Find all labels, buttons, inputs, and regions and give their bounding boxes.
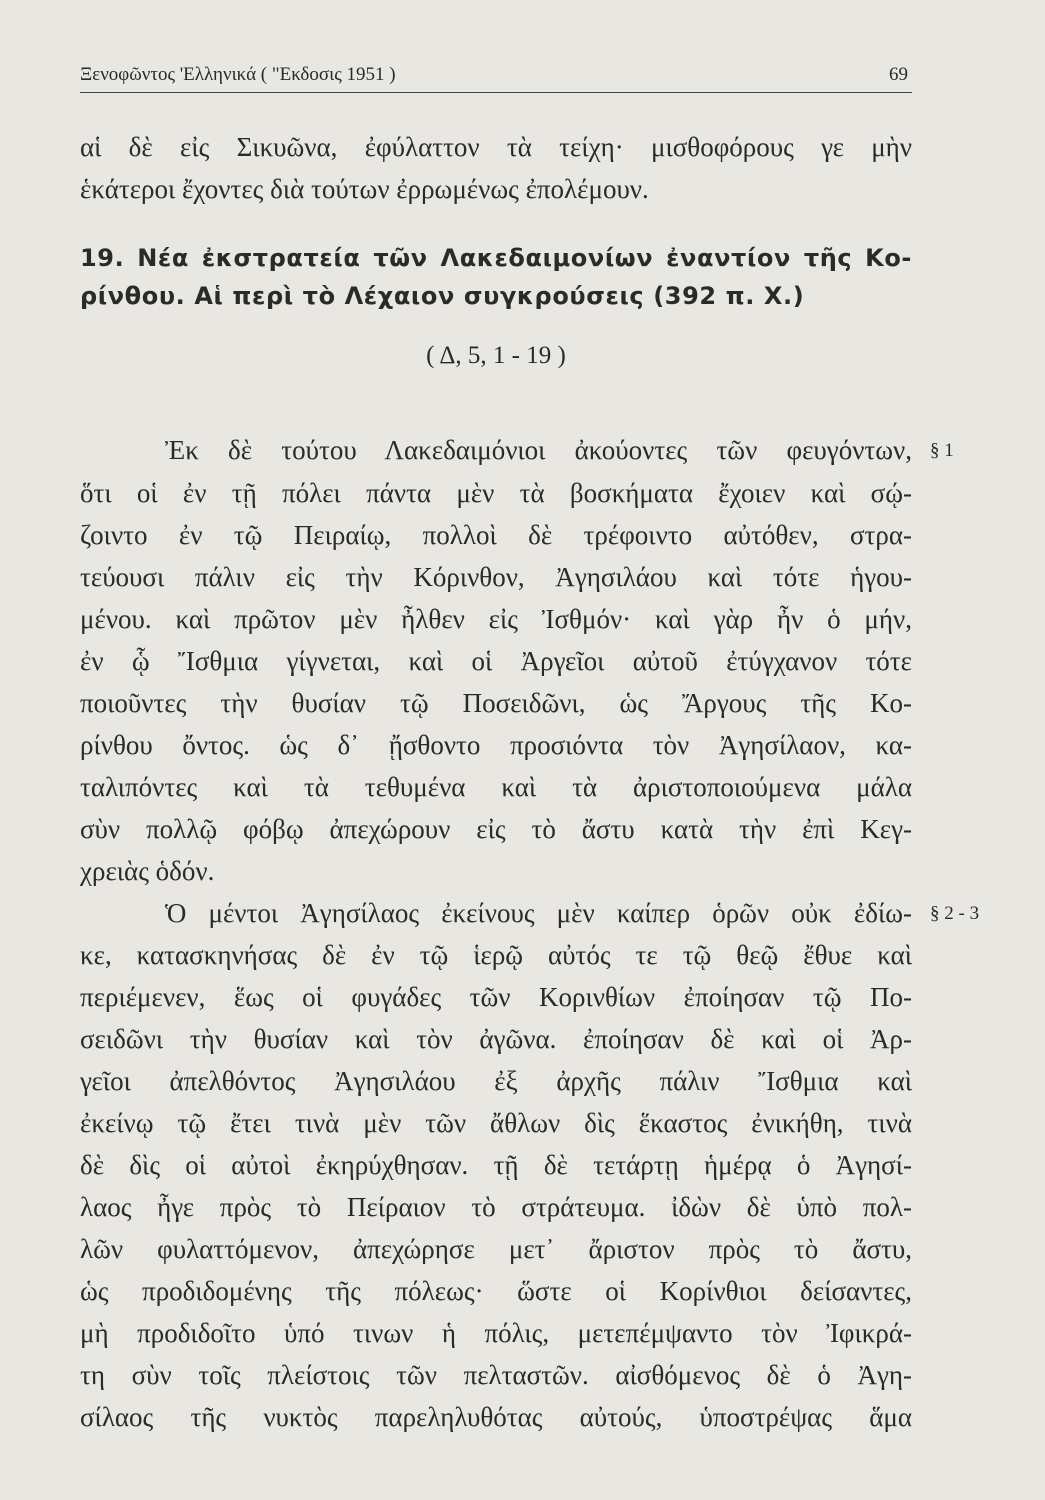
text-line: μένου. καὶ πρῶτον μὲν ἦλθεν εἰς Ἰσθμόν· καὶ γὰρ ἦν ὁ μήν, [80, 604, 912, 634]
text-line: περιέμενεν, ἕως οἱ φυγάδες τῶν Κορινθίων ἐποίησαν τῷ Πο- [80, 982, 912, 1012]
margin-note: § 2 - 3 [930, 903, 980, 924]
section-heading-line: 19. Νέα ἐκστρατεία τῶν Λακεδαιμονίων ἐναντίον τῆς Κο- [80, 244, 912, 272]
running-header [80, 62, 912, 93]
text-line: αἱ δὲ εἰς Σικυῶνα, ἐφύλαττον τὰ τείχη· μισθοφόρους γε μὴν [80, 132, 912, 162]
text-line: μὴ προδιδοῖτο ὑπό τινων ἡ πόλις, μετεπέμψαντο τὸν Ἰφικρά- [80, 1318, 912, 1348]
text-line: λῶν φυλαττόμενον, ἀπεχώρησε μετ᾽ ἄριστον πρὸς τὸ ἄστυ, [80, 1234, 912, 1264]
text-line: γεῖοι ἀπελθόντος Ἀγησιλάου ἐξ ἀρχῆς πάλιν Ἴσθμια καὶ [80, 1066, 912, 1096]
text-line: ἐκείνῳ τῷ ἔτει τινὰ μὲν τῶν ἄθλων δὶς ἕκαστος ἐνικήθη, τινὰ [80, 1108, 912, 1138]
page-number: 69 [889, 64, 908, 85]
text-line: δὲ δὶς οἱ αὐτοὶ ἐκηρύχθησαν. τῇ δὲ τετάρτῃ ἡμέρᾳ ὁ Ἀγησί- [80, 1150, 912, 1180]
margin-note: § 1 [930, 440, 954, 461]
text-line: σειδῶνι τὴν θυσίαν καὶ τὸν ἀγῶνα. ἐποίησαν δὲ καὶ οἱ Ἀρ- [80, 1024, 912, 1054]
text-line: Ὁ μέντοι Ἀγησίλαος ἐκείνους μὲν καίπερ ὁρῶν οὐκ ἐδίω- [165, 898, 912, 928]
text-line: ὡς προδιδομένης τῆς πόλεως· ὥστε οἱ Κορίνθιοι δείσαντες, [80, 1276, 912, 1306]
text-line: τη σὺν τοῖς πλείστοις τῶν πελταστῶν. αἰσθόμενος δὲ ὁ Ἀγη- [80, 1360, 912, 1390]
text-line: σίλαος τῆς νυκτὸς παρεληλυθότας αὐτούς, ὑποστρέψας ἅμα [80, 1402, 912, 1432]
passage-reference: ( Δ, 5, 1 - 19 ) [426, 342, 566, 369]
text-line: ταλιπόντες καὶ τὰ τεθυμένα καὶ τὰ ἀριστοποιούμενα μάλα [80, 772, 912, 802]
text-line: ρίνθου ὄντος. ὡς δ᾽ ᾔσθοντο προσιόντα τὸν Ἀγησίλαον, κα- [80, 730, 912, 760]
text-line: ζοιντο ἐν τῷ Πειραίῳ, πολλοὶ δὲ τρέφοιντο αὐτόθεν, στρα- [80, 520, 912, 550]
text-line: ὅτι οἱ ἐν τῇ πόλει πάντα μὲν τὰ βοσκήματα ἔχοιεν καὶ σῴ- [80, 478, 912, 508]
section-heading-line: ρίνθου. Αἱ περὶ τὸ Λέχαιον συγκρούσεις (392 π. Χ.) [80, 282, 805, 310]
text-line: λαος ἦγε πρὸς τὸ Πείραιον τὸ στράτευμα. ἰδὼν δὲ ὑπὸ πολ- [80, 1192, 912, 1222]
text-line: κε, κατασκηνήσας δὲ ἐν τῷ ἱερῷ αὐτός τε τῷ θεῷ ἔθυε καὶ [80, 940, 912, 970]
text-line: ἐν ᾧ Ἴσθμια γίγνεται, καὶ οἱ Ἀργεῖοι αὐτοῦ ἐτύγχανον τότε [80, 646, 912, 676]
text-line: χρειὰς ὁδόν. [80, 856, 215, 886]
text-line: Ἐκ δὲ τούτου Λακεδαιμόνιοι ἀκούοντες τῶν φευγόντων, [165, 435, 912, 465]
text-line: σὺν πολλῷ φόβῳ ἀπεχώρουν εἰς τὸ ἄστυ κατὰ τὴν ἐπὶ Κεγ- [80, 814, 912, 844]
text-line: τεύουσι πάλιν εἰς τὴν Κόρινθον, Ἀγησιλάου καὶ τότε ἡγου- [80, 562, 912, 592]
text-line: ἑκάτεροι ἔχοντες διὰ τούτων ἐρρωμένως ἐπολέμουν. [80, 174, 649, 204]
running-title: Ξενοφῶντος 'Ελληνικά ( "Εκδοσις 1951 ) [80, 64, 396, 85]
text-line: ποιοῦντες τὴν θυσίαν τῷ Ποσειδῶνι, ὡς Ἄργους τῆς Κο- [80, 688, 912, 718]
